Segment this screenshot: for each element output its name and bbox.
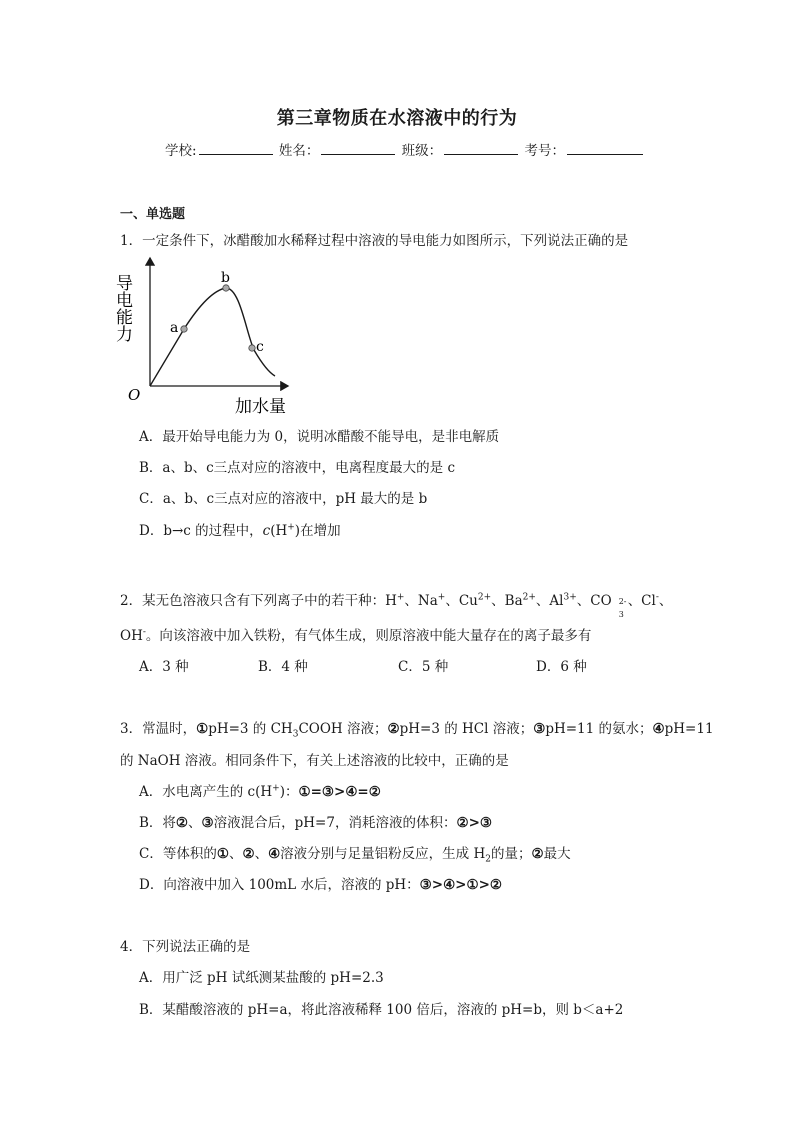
school-blank[interactable] (199, 141, 273, 155)
q4-option-b[interactable]: B．某醋酸溶液的 pH=a，将此溶液稀释 100 倍后，溶液的 pH=b，则 b＜a+2 (139, 1002, 624, 1018)
q1-option-b[interactable]: B．a、b、c三点对应的溶液中，电离程度最大的是 c (139, 460, 456, 476)
question-1-stem: 1．一定条件下，冰醋酸加水稀释过程中溶液的导电能力如图所示，下列说法正确的是 (120, 233, 629, 249)
conductivity-graph (112, 252, 308, 418)
point-c-label: c (256, 339, 264, 355)
point-a-marker (181, 326, 187, 332)
point-c-marker (249, 345, 255, 351)
y-axis-label: 导电能力 (112, 274, 132, 342)
class-blank[interactable] (444, 141, 518, 155)
class-label: 班级： (401, 143, 443, 159)
exam-number-blank[interactable] (567, 141, 643, 155)
page-title: 第三章物质在水溶液中的行为 (276, 108, 518, 129)
q2-option-c[interactable]: C．5 种 (398, 659, 449, 675)
q2-option-d[interactable]: D．6 种 (536, 659, 587, 675)
question-2-stem-line1: 2．某无色溶液只含有下列离子中的若干种：H+、Na+、$Cu^{2+}$、$Ba^{2+}$、$Al^{3+}$、CO 2- 3 、Cl-、 (120, 592, 673, 619)
q3-option-d[interactable]: D．向溶液中加入 100mL 水后，溶液的 pH：③>④>①>② (139, 877, 503, 893)
section-heading: 一、单选题 (120, 207, 186, 222)
q2-option-b[interactable]: B．4 种 (258, 659, 308, 675)
q4-option-a[interactable]: A．用广泛 pH 试纸测某盐酸的 pH=2.3 (139, 970, 384, 986)
point-a-label: a (170, 320, 179, 336)
x-axis-label: 加水量 (235, 397, 286, 417)
conductivity-curve (150, 288, 275, 386)
school-label: 学校: (165, 143, 197, 159)
exam-number-label: 考号： (524, 143, 565, 159)
q3-option-c[interactable]: C．等体积的①、②、④溶液分别与足量铝粉反应，生成 $H_2$的量；②最大 (139, 846, 571, 865)
question-2-stem-line2: OH-。向该溶液中加入铁粉，有气体生成，则原溶液中能大量存在的离子最多有 (120, 627, 592, 644)
student-info-row (165, 139, 645, 159)
question-3-stem-line2: 的 NaOH 溶液。相同条件下，有关上述溶液的比较中，正确的是 (120, 753, 509, 769)
q1-option-a[interactable]: A．最开始导电能力为 0，说明冰醋酸不能导电，是非电解质 (139, 429, 500, 445)
q1-option-c[interactable]: C．a、b、c三点对应的溶液中，pH 最大的是 b (139, 491, 428, 507)
q3-option-b[interactable]: B．将②、③溶液混合后，pH=7，消耗溶液的体积：②>③ (139, 815, 492, 831)
q2-option-a[interactable]: A．3 种 (139, 659, 189, 675)
point-b-label: b (221, 270, 230, 286)
q3-option-a[interactable]: A．水电离产生的 c(H+)：①=③>④=② (139, 783, 381, 800)
origin-label: O (128, 386, 141, 404)
question-3-stem-line1: 3．常温时，①pH=3 的 $CH_3COOH$ 溶液；②pH=3 的 HCl 溶液；③pH=11 的氨水；④pH=11 (120, 721, 714, 740)
q1-option-d[interactable]: D．b→c 的过程中，c(H+)在增加 (139, 522, 341, 539)
question-4-stem: 4．下列说法正确的是 (120, 939, 251, 955)
name-label: 姓名： (278, 143, 320, 159)
name-blank[interactable] (321, 141, 395, 155)
